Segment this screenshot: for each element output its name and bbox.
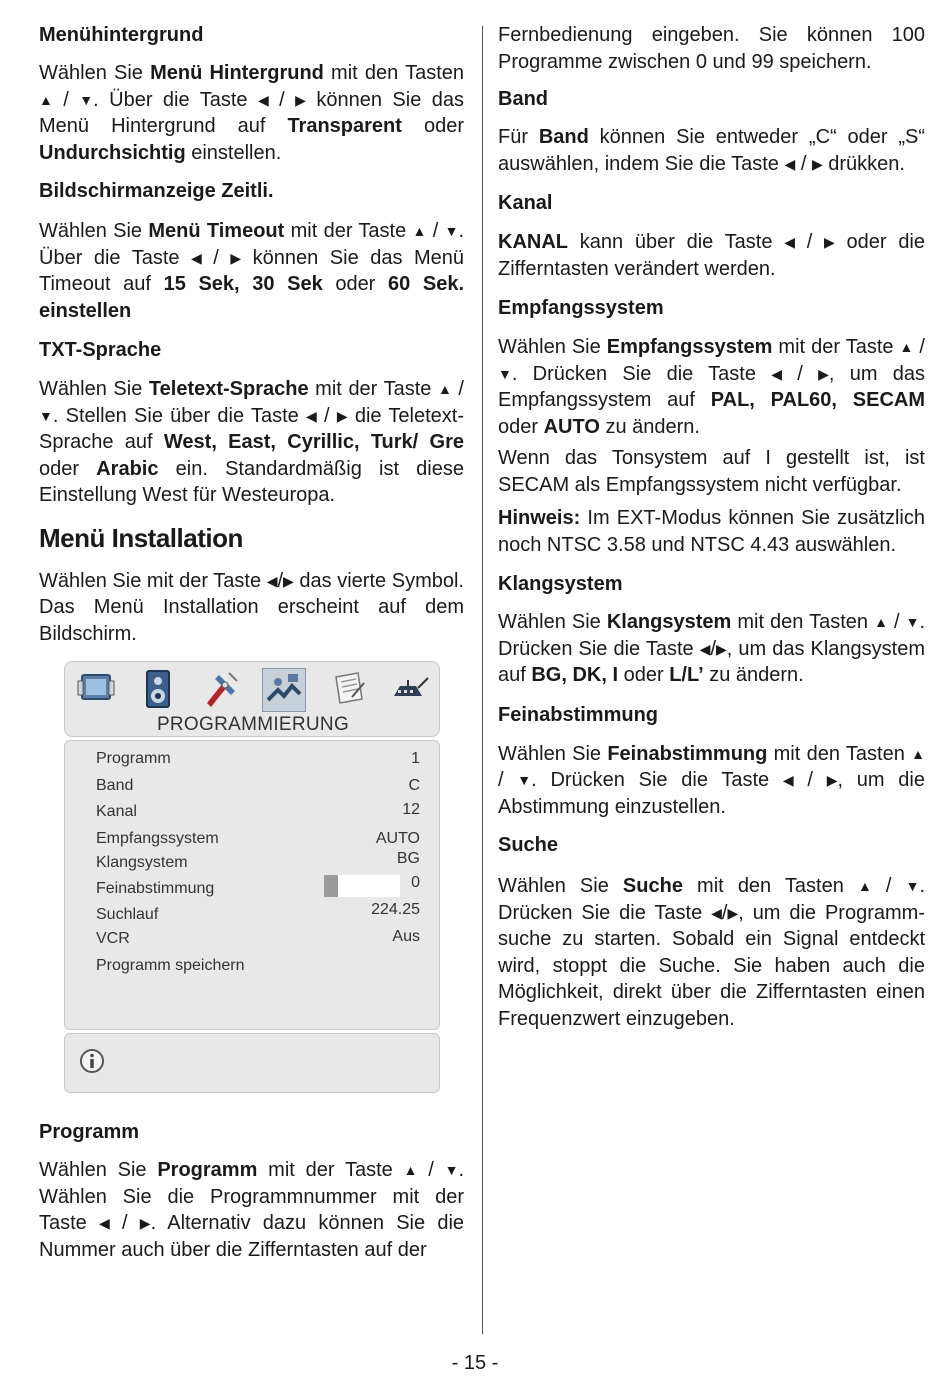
left-arrow-icon: ◀ [266,572,278,589]
menu-row-value: 224.25 [371,901,420,918]
down-arrow-icon: ▼ [444,223,459,239]
up-arrow-icon: ▲ [874,614,888,630]
fine-tune-slider[interactable] [324,875,400,897]
left-arrow-icon: ◀ [699,640,711,657]
left-arrow-icon: ◀ [782,772,794,788]
paragraph-kanal: KANAL kann über die Taste ◀ / ▶ oder die Zifferntasten verändert werden. [498,231,926,280]
menu-row-value: 0 [411,874,420,891]
down-arrow-icon: ▼ [79,91,94,108]
info-icon [79,1048,105,1074]
paragraph-fernbedienung: Fernbedienung eingeben. Sie können 100 Programme zwischen 0 und 99 speichern. [498,24,925,73]
left-arrow-icon: ◀ [771,365,783,382]
paragraph-empfangssystem: Wählen Sie Empfangssystem mit der Taste ▲ / ▼. Drücken Sie die Taste ◀ / ▶, um das Empfangssystem auf PAL, PAL60, SECAM oder AUTO zu ändern. [498,336,925,438]
heading-menuhintergrund: Menühintergrund [39,24,204,46]
paragraph-suche: Wählen Sie Suche mit den Tasten ▲ / ▼. Drücken Sie die Taste ◀/▶, um die Programmsuche zu starten. Sobald ein Signal entdeckt wird, stoppt die Suche. Sie haben auch die Möglichkeit, direkt über die Zifferntasten einen Frequenzwert einzugeben. [498,875,925,1030]
heading-suche: Suche [498,834,559,856]
up-arrow-icon: ▲ [911,745,925,762]
page-number: - 15 - [451,1352,499,1374]
heading-empfangssystem: Empfangssystem [498,297,664,319]
heading-klangsystem: Klangsystem [498,573,623,595]
left-arrow-icon: ◀ [99,1215,110,1231]
heading-txt-sprache: TXT-Sprache [39,339,162,361]
left-arrow-icon: ◀ [711,904,722,921]
left-arrow-icon: ◀ [784,234,795,250]
source-icon [327,668,369,710]
heading-feinabstimmung: Feinabstimmung [498,703,659,726]
menu-row-band[interactable] [96,777,428,799]
menu-row-label: Suchlauf [96,906,159,923]
menu-row-label: Band [96,777,134,794]
right-arrow-icon: ▶ [139,1215,151,1231]
menu-row-label: Programm [96,750,171,767]
menu-row-label: Empfangssystem [96,830,219,847]
right-arrow-icon: ▶ [295,91,306,108]
installation-icon [262,668,306,712]
picture-icon [75,668,117,710]
installation-menu-screenshot [64,661,440,1093]
menu-row-klangsystem[interactable] [96,850,428,876]
paragraph-menuhintergrund: Wählen Sie Menü Hintergrund mit den Tasten ▲ / ▼. Über die Taste ◀ / ▶ können Sie das Menü Hintergrund auf Transparent oder Undurchsichtig einstellen. [39,62,465,164]
down-arrow-icon: ▼ [517,772,532,788]
menu-row-value: BG [396,850,420,867]
up-arrow-icon: ▲ [857,878,872,894]
menu-row-kanal[interactable] [96,803,428,825]
right-arrow-icon: ▶ [818,365,829,382]
menu-title: PROGRAMMIERUNG [156,714,350,735]
down-arrow-icon: ▼ [444,1162,459,1178]
down-arrow-icon: ▼ [905,614,920,630]
paragraph-programm: Wählen Sie Programm mit der Taste ▲ / ▼. Wählen Sie die Programmnummer mit der Taste ◀ / ▶. Alternativ dazu können Sie die Nummer auch über die Zifferntasten auf der [39,1159,465,1261]
menu-row-label: Feinabstimmung [96,880,215,897]
menu-row-value: Aus [392,928,420,945]
left-column [39,22,464,647]
heading-kanal: Kanal [498,192,553,214]
right-arrow-icon: ▶ [824,234,835,250]
paragraph-feinabstimmung: Wählen Sie Feinabstimmung mit den Tasten ▲ / ▼. Drücken Sie die Taste ◀ / ▶, um die Abstimmung einzustellen. [498,742,925,818]
up-arrow-icon: ▲ [437,381,452,397]
paragraph-hinweis: Hinweis: Im EXT-Modus können Sie zusätzlich noch NTSC 3.58 und NTSC 4.43 auswählen. [498,507,925,556]
menu-row-label: Programm speichern [96,957,245,974]
right-arrow-icon: ▶ [230,249,242,266]
paragraph-klangsystem: Wählen Sie Klangsystem mit den Tasten ▲ / ▼. Drücken Sie die Taste ◀/▶, um das Klangsystem auf BG, DK, I oder L/L’ zu ändern. [498,611,925,686]
left-arrow-icon: ◀ [191,249,202,266]
menu-footer [64,1033,440,1093]
fine-tune-slider-fill [324,875,338,897]
antenna-icon [389,668,431,710]
menu-row-empfangssystem[interactable] [96,830,428,852]
right-arrow-icon: ▶ [826,772,838,788]
right-column [498,22,925,1032]
menu-row-programm-speichern[interactable] [96,957,428,979]
down-arrow-icon: ▼ [905,878,920,894]
heading-band: Band [498,88,548,110]
up-arrow-icon: ▲ [899,339,914,355]
menu-row-value: 1 [411,750,420,767]
menu-row-value: AUTO [375,830,420,847]
menu-row-value: 12 [402,801,420,818]
paragraph-band: Für Band können Sie entweder „C“ oder „S“ auswählen, indem Sie die Taste ◀ / ▶ drükken. [498,126,925,175]
up-arrow-icon: ▲ [412,223,427,239]
menu-row-label: Klangsystem [96,854,188,871]
left-arrow-icon: ◀ [257,91,269,108]
heading-bildschirmanzeige: Bildschirmanzeige Zeitli. [39,180,274,202]
heading-programm: Programm [39,1121,140,1143]
right-arrow-icon: ▶ [727,904,739,921]
menu-row-label: Kanal [96,803,137,820]
up-arrow-icon: ▲ [403,1162,418,1178]
paragraph-bildschirmanzeige: Wählen Sie Menü Timeout mit der Taste ▲ / ▼. Über die Taste ◀ / ▶ können Sie das Menü Timeout auf 15 Sek, 30 Sek oder 60 Sek. einstellen [39,220,465,322]
menu-row-vcr[interactable] [96,930,428,952]
up-arrow-icon: ▲ [39,91,53,108]
menu-row-suchlauf[interactable] [96,901,428,928]
menu-header [64,661,440,737]
right-arrow-icon: ▶ [716,640,727,657]
column-divider [482,26,483,1334]
paragraph-secam-note: Wenn das Tonsystem auf I gestellt ist, ist SECAM als Empfangssystem nicht verfügbar. [498,447,925,496]
left-arrow-icon: ◀ [306,407,317,424]
heading-menu-installation: Menü Installation [39,522,243,553]
menu-row-programm[interactable] [96,750,428,772]
menu-row-value: C [408,777,420,794]
features-icon [200,668,242,710]
sound-icon [137,668,179,710]
left-column-bottom [39,1119,464,1263]
menu-row-label: VCR [96,930,130,947]
down-arrow-icon: ▼ [498,365,512,382]
menu-icon-bar [75,668,431,712]
paragraph-menu-installation: Wählen Sie mit der Taste ◀/▶ das vierte Symbol. Das Menü Installation erscheint auf dem Bildschirm. [39,569,464,645]
right-arrow-icon: ▶ [811,155,823,172]
right-arrow-icon: ▶ [336,407,348,424]
paragraph-txt-sprache: Wählen Sie Teletext-Sprache mit der Taste ▲ / ▼. Stellen Sie über die Taste ◀ / ▶ die Teletext-Sprache auf West, East, Cyrillic, Turk/ Gre oder Arabic ein. Standardmäßig ist diese Einstellung West für Westeuropa. [39,378,465,506]
down-arrow-icon: ▼ [39,407,53,424]
menu-row-feinabstimmung[interactable] [96,874,428,902]
right-arrow-icon: ▶ [283,572,294,589]
menu-list [64,740,440,1030]
left-arrow-icon: ◀ [784,155,796,172]
